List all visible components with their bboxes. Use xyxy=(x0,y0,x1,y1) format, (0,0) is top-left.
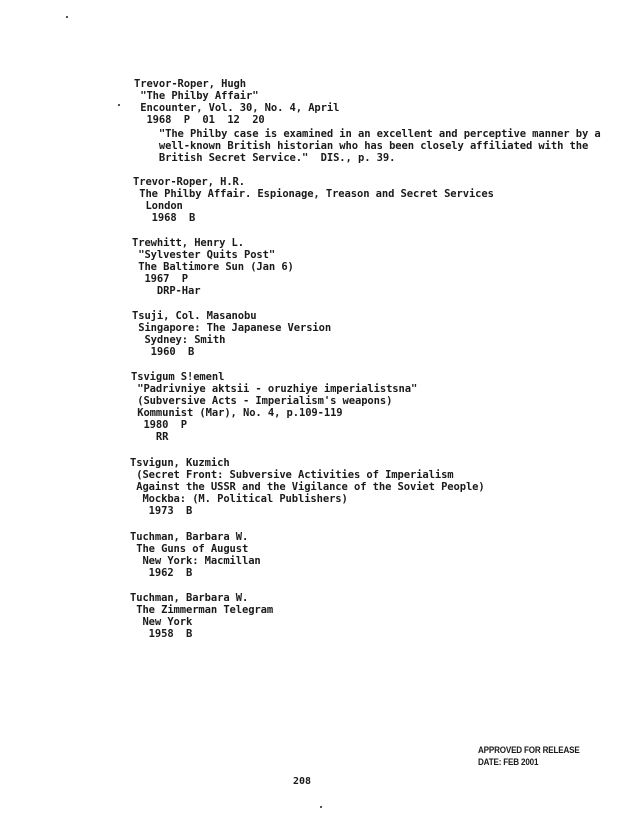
entry-year-code: 1960 B xyxy=(132,346,195,358)
scan-speck xyxy=(118,104,120,106)
entry-source: Kommunist (Mar), No. 4, p.109-119 xyxy=(131,407,343,419)
entry-author: Tsuji, Col. Masanobu xyxy=(132,310,257,322)
entry-title: Against the USSR and the Vigilance of the Soviet People) xyxy=(130,481,485,493)
entry-author: Trewhitt, Henry L. xyxy=(132,237,244,249)
entry-annotation: British Secret Service." DIS., p. 39. xyxy=(134,152,396,164)
entry-author: Trevor-Roper, Hugh xyxy=(134,78,246,90)
entry-title: "Padrivniye aktsii - oruzhiye imperialistsna" xyxy=(131,383,418,395)
entry-title: The Zimmerman Telegram xyxy=(130,604,274,616)
entry-author: Tuchman, Barbara W. xyxy=(130,592,249,604)
entry-publisher: New York xyxy=(130,616,193,628)
entry-year-code: 1968 B xyxy=(133,212,196,224)
entry-title: Singapore: The Japanese Version xyxy=(132,322,332,334)
entry-year-code: 1962 B xyxy=(130,567,193,579)
entry-note: DRP-Har xyxy=(132,285,201,297)
entry-title: "Sylvester Quits Post" xyxy=(132,249,276,261)
entry-publisher: London xyxy=(133,200,183,212)
scan-speck xyxy=(320,806,322,808)
entry-title: "The Philby Affair" xyxy=(134,90,259,102)
entry-year-code: 1980 P xyxy=(131,419,187,431)
entry-annotation: "The Philby case is examined in an excellent and perceptive manner by a xyxy=(134,128,601,140)
entry-title: The Guns of August xyxy=(130,543,249,555)
entry-publisher: Sydney: Smith xyxy=(132,334,226,346)
entry-year-code: 1973 B xyxy=(130,505,193,517)
entry-author: Tuchman, Barbara W. xyxy=(130,531,249,543)
scan-speck xyxy=(66,16,68,18)
entry-author: Tsvigum S!emenl xyxy=(131,371,225,383)
entry-note: RR xyxy=(131,431,169,443)
entry-year-code: 1967 P xyxy=(132,273,188,285)
page-number: 208 xyxy=(293,776,312,787)
entry-annotation: well-known British historian who has been closely affiliated with the xyxy=(134,140,589,152)
entry-publisher: New York: Macmillan xyxy=(130,555,261,567)
entry-title: The Philby Affair. Espionage, Treason and Secret Services xyxy=(133,188,494,200)
entry-author: Tsvigun, Kuzmich xyxy=(130,457,230,469)
entry-publisher: Mockba: (M. Political Publishers) xyxy=(130,493,348,505)
entry-source: Encounter, Vol. 30, No. 4, April xyxy=(134,102,340,114)
release-stamp-line2: DATE: FEB 2001 xyxy=(478,757,539,768)
entry-source: The Baltimore Sun (Jan 6) xyxy=(132,261,294,273)
release-stamp-line1: APPROVED FOR RELEASE xyxy=(478,745,580,756)
entry-title: (Secret Front: Subversive Activities of Imperialism xyxy=(130,469,454,481)
entry-author: Trevor-Roper, H.R. xyxy=(133,176,245,188)
entry-year-code: 1968 P 01 12 20 xyxy=(134,114,265,126)
entry-year-code: 1958 B xyxy=(130,628,193,640)
entry-translation: (Subversive Acts - Imperialism's weapons) xyxy=(131,395,393,407)
